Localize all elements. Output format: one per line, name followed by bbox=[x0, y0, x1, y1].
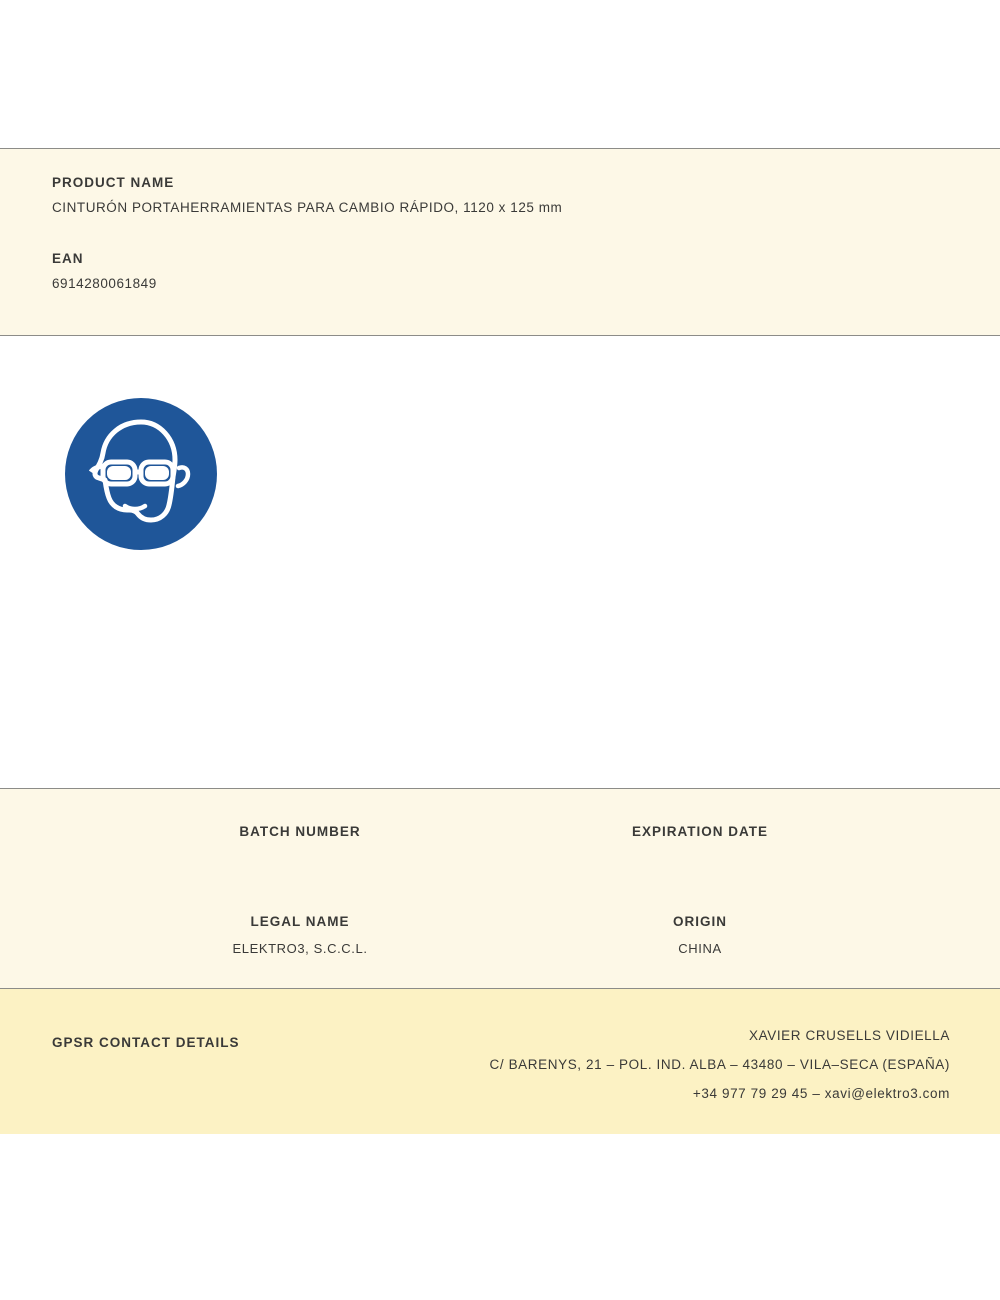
origin-block bbox=[550, 914, 850, 957]
pictogram-area bbox=[0, 336, 1000, 788]
gpsr-contact-address: C/ BARENYS, 21 – POL. IND. ALBA – 43480 – VILA–SECA (ESPAÑA) bbox=[489, 1057, 950, 1072]
page-footer-space bbox=[0, 1134, 1000, 1300]
product-details-band bbox=[0, 148, 1000, 336]
ean-label: EAN bbox=[52, 251, 84, 266]
expiration-date-value bbox=[550, 851, 850, 867]
origin-value: CHINA bbox=[678, 941, 722, 956]
batch-number-label: BATCH NUMBER bbox=[239, 824, 361, 839]
legal-name-label: LEGAL NAME bbox=[250, 914, 350, 929]
wear-eye-protection-icon bbox=[65, 398, 217, 550]
product-name-value: CINTURÓN PORTAHERRAMIENTAS PARA CAMBIO RÁPIDO, 1120 x 125 mm bbox=[52, 200, 563, 215]
batch-legal-band bbox=[0, 788, 1000, 988]
batch-number-block bbox=[150, 824, 450, 867]
gpsr-contact-band bbox=[0, 988, 1000, 1134]
gpsr-contact-name: XAVIER CRUSELLS VIDIELLA bbox=[749, 1028, 950, 1043]
gpsr-contact-label: GPSR CONTACT DETAILS bbox=[52, 1035, 240, 1050]
ean-value: 6914280061849 bbox=[52, 276, 157, 291]
batch-number-value bbox=[150, 851, 450, 867]
gpsr-contact-details bbox=[490, 1021, 950, 1108]
product-name-label: PRODUCT NAME bbox=[52, 175, 175, 190]
legal-name-value: ELEKTRO3, S.C.C.L. bbox=[232, 941, 368, 956]
origin-label: ORIGIN bbox=[672, 914, 727, 929]
gpsr-contact-phone-email: +34 977 79 29 45 – xavi@elektro3.com bbox=[692, 1086, 950, 1101]
expiration-date-block bbox=[550, 824, 850, 867]
expiration-date-label: EXPIRATION DATE bbox=[631, 824, 768, 839]
legal-name-block bbox=[150, 914, 450, 957]
